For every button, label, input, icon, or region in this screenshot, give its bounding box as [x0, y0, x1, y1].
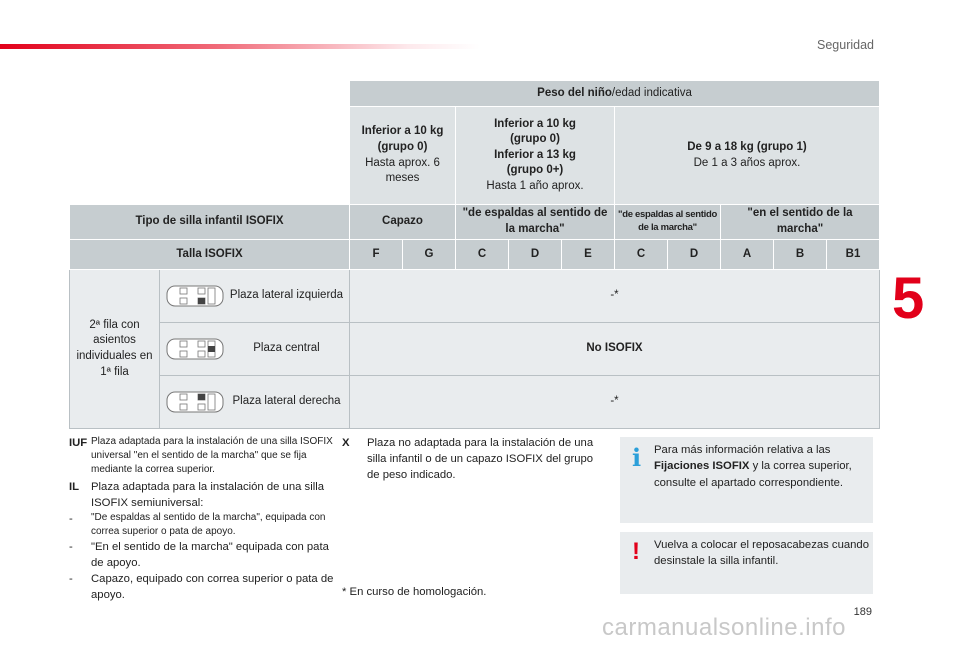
- seat-right-icon: [166, 389, 224, 415]
- size-label: Talla ISOFIX: [70, 240, 350, 270]
- seat-row-left: [160, 270, 350, 323]
- size-cell: A: [721, 240, 774, 270]
- group-cell-1: Inferior a 10 kg (grupo 0) Inferior a 13 kg (grupo 0+) Hasta 1 año aprox.: [456, 107, 615, 205]
- legend-middle: [342, 435, 602, 483]
- seat-row-right: [160, 376, 350, 429]
- seat-row-center: [160, 323, 350, 376]
- legend-left: IUF Plaza adaptada para la instalación de una silla ISOFIX universal "en el sentido de la marcha" que se fija mediante la correa superior. IL Plaza adaptada para la instalación de una silla ISOFIX semiuniversal: - "De espaldas al sentido de la marcha", equipada con correa superior o pata de apoyo. - "En el sentido de la marcha" equipada con pata de apoyo. - Capazo, equipado con correa superior o pata de apoyo.: [69, 435, 334, 603]
- type-cell-2: "de espaldas al sentido de la marcha": [615, 205, 721, 240]
- warning-text: Vuelva a colocar el reposacabezas cuando desinstale la silla infantil.: [654, 539, 869, 568]
- type-label: Tipo de silla infantil ISOFIX: [70, 205, 350, 240]
- legend-il-item: "En el sentido de la marcha" equipada con pata de apoyo.: [91, 541, 329, 570]
- seat-center-icon: [166, 336, 224, 362]
- warning-icon: !: [632, 538, 640, 565]
- legend-key-iuf: IUF: [69, 437, 88, 449]
- group-cell-2: De 9 a 18 kg (grupo 1) De 1 a 3 años aprox.: [615, 107, 880, 205]
- legend-text-x: Plaza no adaptada para la instalación de una silla infantil o de un capazo ISOFIX del grupo de peso indicado.: [367, 437, 594, 482]
- size-cell: E: [562, 240, 615, 270]
- info-text: Para más información relativa a las Fijaciones ISOFIX y la correa superior, consulte el apartado correspondiente.: [654, 444, 852, 489]
- seat-left-icon: [166, 283, 224, 309]
- size-cell: D: [509, 240, 562, 270]
- watermark: carmanualsonline.info: [602, 614, 846, 641]
- seat-value: -*: [350, 270, 880, 323]
- legend-il-item: Capazo, equipado con correa superior o pata de apoyo.: [91, 573, 334, 602]
- isofix-table: [69, 80, 880, 429]
- legend-text-il: Plaza adaptada para la instalación de una silla ISOFIX semiuniversal:: [91, 480, 325, 509]
- weight-header: Peso del niño/edad indicativa: [350, 81, 880, 107]
- seat-label: Plaza central: [253, 342, 320, 355]
- size-cell: C: [615, 240, 668, 270]
- legend-key-x: X: [342, 437, 350, 449]
- page-number: 189: [853, 606, 872, 618]
- size-cell: C: [456, 240, 509, 270]
- chapter-number: 5: [892, 266, 925, 331]
- seat-value: No ISOFIX: [350, 323, 880, 376]
- size-cell: G: [403, 240, 456, 270]
- size-cell: D: [668, 240, 721, 270]
- seat-label: Plaza lateral izquierda: [229, 289, 344, 302]
- section-title: Seguridad: [817, 38, 874, 52]
- seat-label: Plaza lateral derecha: [232, 395, 341, 408]
- size-cell: B1: [827, 240, 880, 270]
- legend-il-item: "De espaldas al sentido de la marcha", equipada con correa superior o pata de apoyo.: [91, 511, 326, 537]
- type-cell-3: "en el sentido de la marcha": [721, 205, 880, 240]
- footnote: * En curso de homologación.: [342, 586, 487, 598]
- group-cell-0: Inferior a 10 kg (grupo 0) Hasta aprox. 6 meses: [350, 107, 456, 205]
- legend-key-il: IL: [69, 480, 80, 493]
- type-cell-1: "de espaldas al sentido de la marcha": [456, 205, 615, 240]
- header-accent-bar: [0, 44, 480, 49]
- size-cell: F: [350, 240, 403, 270]
- info-box: [620, 437, 873, 523]
- type-cell-0: Capazo: [350, 205, 456, 240]
- size-cell: B: [774, 240, 827, 270]
- info-icon: i: [632, 443, 642, 472]
- warning-box: [620, 532, 873, 594]
- seat-value: -*: [350, 376, 880, 429]
- row-group-label: 2ª fila con asientos individuales en 1ª fila: [70, 270, 160, 429]
- legend-text-iuf: Plaza adaptada para la instalación de una silla ISOFIX universal "en el sentido de la marcha" que se fija mediante la correa superior.: [91, 436, 333, 476]
